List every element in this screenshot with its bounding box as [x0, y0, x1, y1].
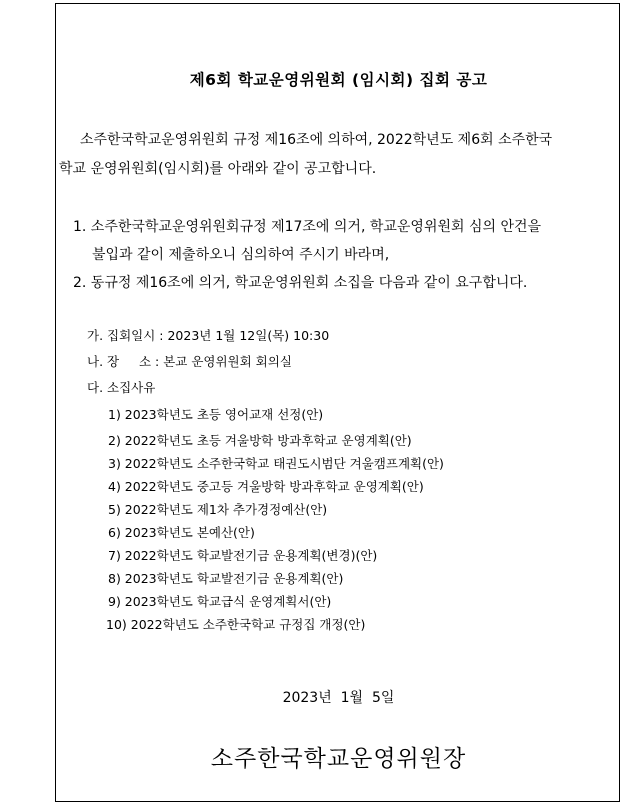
notice-title: 제6회 학교운영위원회 (임시회) 집회 공고 — [189, 71, 488, 89]
reason-item: 6) 2023학년도 본예산(안) — [108, 525, 255, 540]
meeting-place: 나. 장 소 : 본교 운영위원회 회의실 — [87, 354, 292, 369]
point-1-line-1: 1. 소주한국학교운영위원회규정 제17조에 의거, 학교운영위원회 심의 안건을 — [73, 219, 542, 235]
reason-item: 4) 2022학년도 중고등 겨울방학 방과후학교 운영계획(안) — [108, 479, 424, 494]
meeting-datetime: 가. 집회일시 : 2023년 1월 12일(목) 10:30 — [87, 328, 330, 343]
reason-item: 9) 2023학년도 학교급식 운영계획서(안) — [108, 594, 332, 609]
point-2-line-1: 2. 동규정 제16조에 의거, 학교운영위원회 소집을 다음과 같이 요구합니다. — [73, 275, 528, 291]
notice-date: 2023년 1월 5일 — [282, 690, 395, 706]
intro-line-2: 학교 운영위원회(임시회)를 아래와 같이 공고합니다. — [59, 161, 377, 177]
reason-item: 1) 2023학년도 초등 영어교재 선정(안) — [108, 407, 324, 422]
reason-heading: 다. 소집사유 — [87, 380, 156, 395]
signature: 소주한국학교운영위원장 — [210, 746, 467, 772]
reason-item: 3) 2022학년도 소주한국학교 태권도시범단 겨울캠프계획(안) — [108, 456, 444, 471]
reason-item: 5) 2022학년도 제1차 추가경정예산(안) — [108, 502, 328, 517]
reason-item: 8) 2023학년도 학교발전기금 운용계획(안) — [108, 571, 344, 586]
intro-line-1: 소주한국학교운영위원회 규정 제16조에 의하여, 2022학년도 제6회 소주한국 — [80, 132, 553, 148]
reason-item: 10) 2022학년도 소주한국학교 규정집 개정(안) — [106, 617, 366, 632]
reason-item: 2) 2022학년도 초등 겨울방학 방과후학교 운영계획(안) — [108, 433, 412, 448]
reason-item: 7) 2022학년도 학교발전기금 운용계획(변경)(안) — [108, 548, 378, 563]
point-1-line-2: 불입과 같이 제출하오니 심의하여 주시기 바라며, — [92, 247, 390, 263]
notice-frame — [55, 3, 620, 802]
